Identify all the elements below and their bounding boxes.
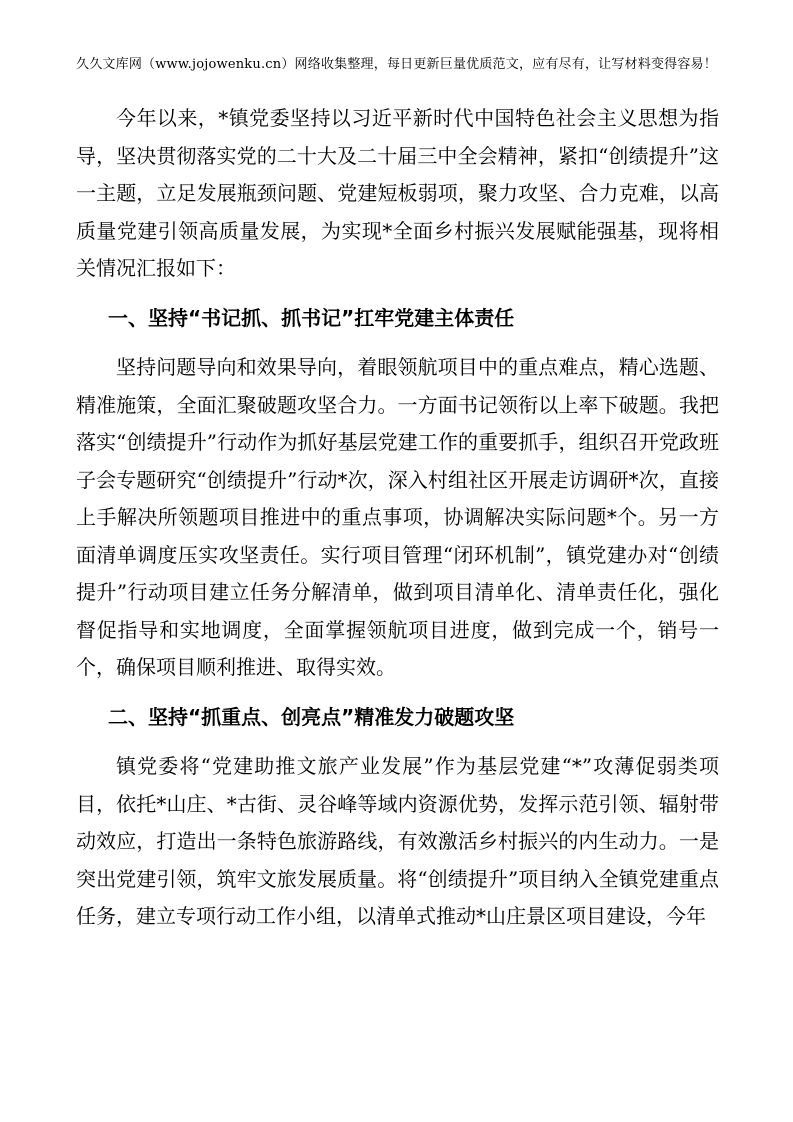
intro-paragraph: 今年以来，*镇党委坚持以习近平新时代中国特色社会主义思想为指导，坚决贯彻落实党的二十大及二十届三中全会精神，紧扣“创绩提升”这一主题，立足发展瓶颈问题、党建短板弱项，聚力攻坚、合力克难，以高质量党建引领高质量发展，为实现*全面乡村振兴发展赋能强基，现将相关情况汇报如下：	[76, 106, 719, 280]
section-1-heading: 一、坚持“书记抓、抓书记”扛牢党建主体责任	[108, 305, 515, 330]
page-header: 久久文库网（www.jojowenku.cn）网络收集整理，每日更新巨量优质范文，应有尽有，让写材料变得容易！	[76, 57, 717, 72]
section-2-heading: 二、坚持“抓重点、创亮点”精准发力破题攻坚	[108, 704, 515, 729]
document-body	[76, 100, 719, 936]
section-1-paragraph: 坚持问题导向和效果导向，着眼领航项目中的重点难点，精心选题、精准施策，全面汇聚破题攻坚合力。一方面书记领衔以上率下破题。我把落实“创绩提升”行动作为抓好基层党建工作的重要抓手，组织召开党政班子会专题研究“创绩提升”行动*次，深入村组社区开展走访调研*次，直接上手解决所领题项目推进中的重点事项，协调解决实际问题*个。另一方面清单调度压实攻坚责任。实行项目管理“闭环机制”，镇党建办对“创绩提升”行动项目建立任务分解清单，做到项目清单化、清单责任化，强化督促指导和实地调度，全面掌握领航项目进度，做到完成一个，销号一个，确保项目顺利推进、取得实效。	[76, 355, 719, 679]
section-2-paragraph: 镇党委将“党建助推文旅产业发展”作为基层党建“*”攻薄促弱类项目，依托*山庄、*古街、灵谷峰等域内资源优势，发挥示范引领、辐射带动效应，打造出一条特色旅游路线，有效激活乡村振兴的内生动力。一是突出党建引领，筑牢文旅发展质量。将“创绩提升”项目纳入全镇党建重点任务，建立专项行动工作小组，以清单式推动*山庄景区项目建设，今年	[76, 754, 719, 928]
